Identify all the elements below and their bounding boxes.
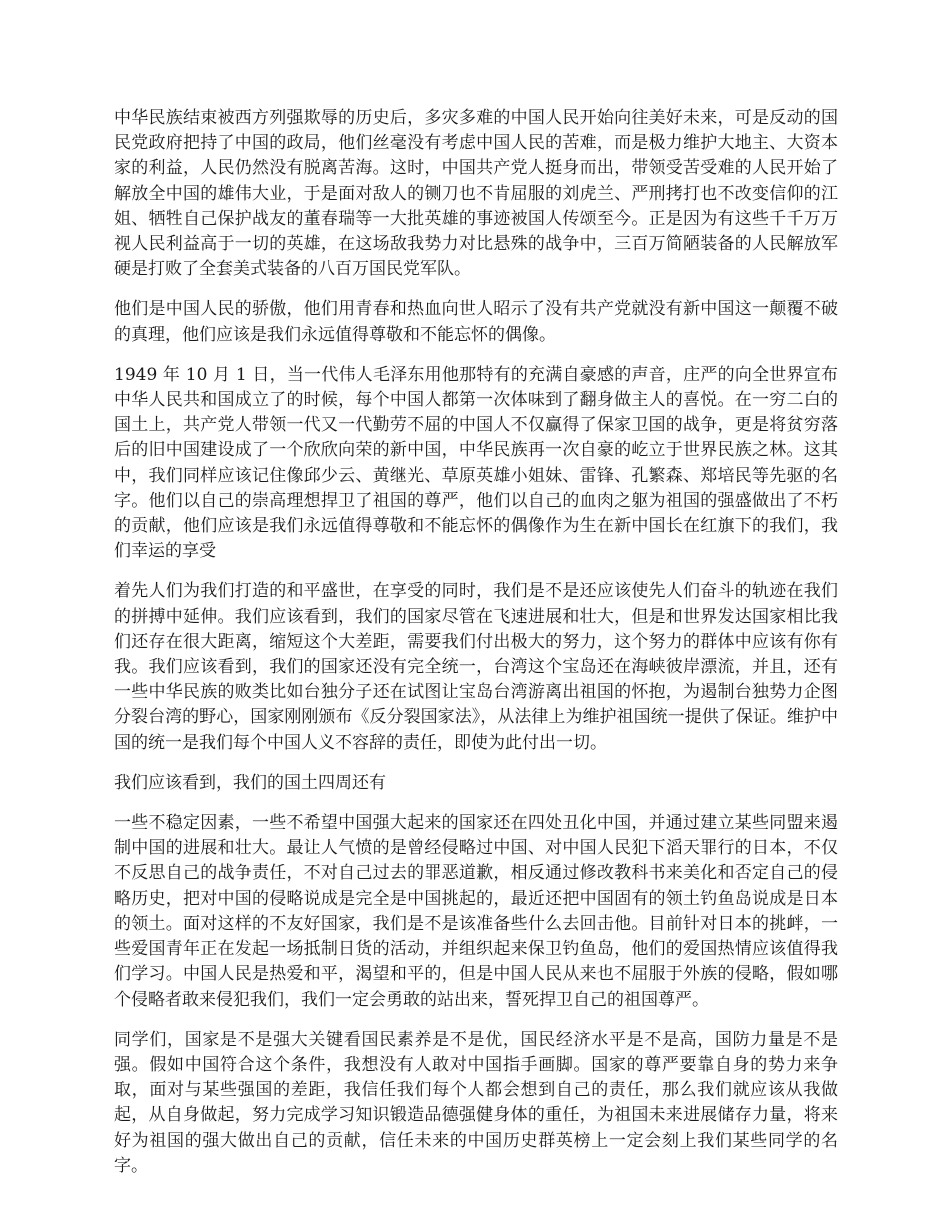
- paragraph-3: 1949 年 10 月 1 日，当一代伟人毛泽东用他那特有的充满自豪感的声音，庄严的向全世界宣布中华人民共和国成立了的时候，每个中国人都第一次体味到了翻身做主人的喜悦。在一穷二白的国土上，共产党人带领一代又一代勤劳不屈的中国人不仅赢得了保家卫国的战争，更是将贫穷落后的旧中国建设成了一个欣欣向荣的新中国，中华民族再一次自豪的屹立于世界民族之林。这其中，我们同样应该记住像邱少云、黄继光、草原英雄小姐妹、雷锋、孔繁森、郑培民等先驱的名字。他们以自己的崇高理想捍卫了祖国的尊严，他们以自己的血肉之躯为祖国的强盛做出了不朽的贡献，他们应该是我们永远值得尊敬和不能忘怀的偶像作为生在新中国长在红旗下的我们，我们幸运的享受: [114, 364, 838, 562]
- paragraph-4: 着先人们为我们打造的和平盛世，在享受的同时，我们是不是还应该使先人们奋斗的轨迹在我们的拼搏中延伸。我们应该看到，我们的国家尽管在飞速进展和壮大，但是和世界发达国家相比我们还存在很大距离，缩短这个大差距，需要我们付出极大的努力，这个努力的群体中应该有你有我。我们应该看到，我们的国家还没有完全统一，台湾这个宝岛还在海峡彼岸漂流，并且，还有一些中华民族的败类比如台独分子还在试图让宝岛台湾游离出祖国的怀抱，为遏制台独势力企图分裂台湾的野心，国家刚刚颁布《反分裂国家法》，从法律上为维护祖国统一提供了保证。维护中国的统一是我们每个中国人义不容辞的责任，即使为此付出一切。: [114, 581, 838, 753]
- paragraph-7: 同学们，国家是不是强大关键看国民素养是不是优，国民经济水平是不是高，国防力量是不是强。假如中国符合这个条件，我想没有人敢对中国指手画脚。国家的尊严要靠自身的势力来争取，面对与某些强国的差距，我信任我们每个人都会想到自己的责任，那么我们就应该从我做起，从自身做起，努力完成学习知识锻造品德强健身体的重任，为祖国未来进展储存力量，将来好为祖国的强大做出自己的贡献，信任未来的中国历史群英榜上一定会刻上我们某些同学的名字。: [114, 1029, 838, 1176]
- paragraph-1: 中华民族结束被西方列强欺辱的历史后，多灾多难的中国人民开始向往美好未来，可是反动的国民党政府把持了中国的政局，他们丝毫没有考虑中国人民的苦难，而是极力维护大地主、大资本家的利益，人民仍然没有脱离苦海。这时，中国共产党人挺身而出，带领受苦受难的人民开始了解放全中国的雄伟大业，于是面对敌人的铡刀也不肯屈服的刘虎兰、严刑拷打也不改变信仰的江姐、牺牲自己保护战友的董春瑞等一大批英雄的事迹被国人传颂至今。正是因为有这些千千万万视人民利益高于一切的英雄，在这场敌我势力对比悬殊的战争中，三百万简陋装备的人民解放军硬是打败了全套美式装备的八百万国民党军队。: [114, 108, 838, 280]
- paragraph-6: 一些不稳定因素，一些不希望中国强大起来的国家还在四处丑化中国，并通过建立某些同盟来遏制中国的进展和壮大。最让人气愤的是曾经侵略过中国、对中国人民犯下滔天罪行的日本，不仅不反思自己的战争责任，不对自己过去的罪恶道歉，相反通过修改教科书来美化和否定自己的侵略历史，把对中国的侵略说成是完全是中国挑起的，最近还把中国固有的领土钓鱼岛说成是日本的领土。面对这样的不友好国家，我们是不是该准备些什么去回击他。目前针对日本的挑衅，一些爱国青年正在发起一场抵制日货的活动，并组织起来保卫钓鱼岛，他们的爱国热情应该值得我们学习。中国人民是热爱和平，渴望和平的，但是中国人民从来也不屈服于外族的侵略，假如哪个侵略者敢来侵犯我们，我们一定会勇敢的站出来，誓死捍卫自己的祖国尊严。: [114, 813, 838, 1010]
- paragraph-2: 他们是中国人民的骄傲，他们用青春和热血向世人昭示了没有共产党就没有新中国这一颠覆不破的真理，他们应该是我们永远值得尊敬和不能忘怀的偶像。: [114, 299, 838, 345]
- paragraph-5: 我们应该看到，我们的国土四周还有: [114, 772, 386, 793]
- document-page: [114, 106, 838, 1194]
